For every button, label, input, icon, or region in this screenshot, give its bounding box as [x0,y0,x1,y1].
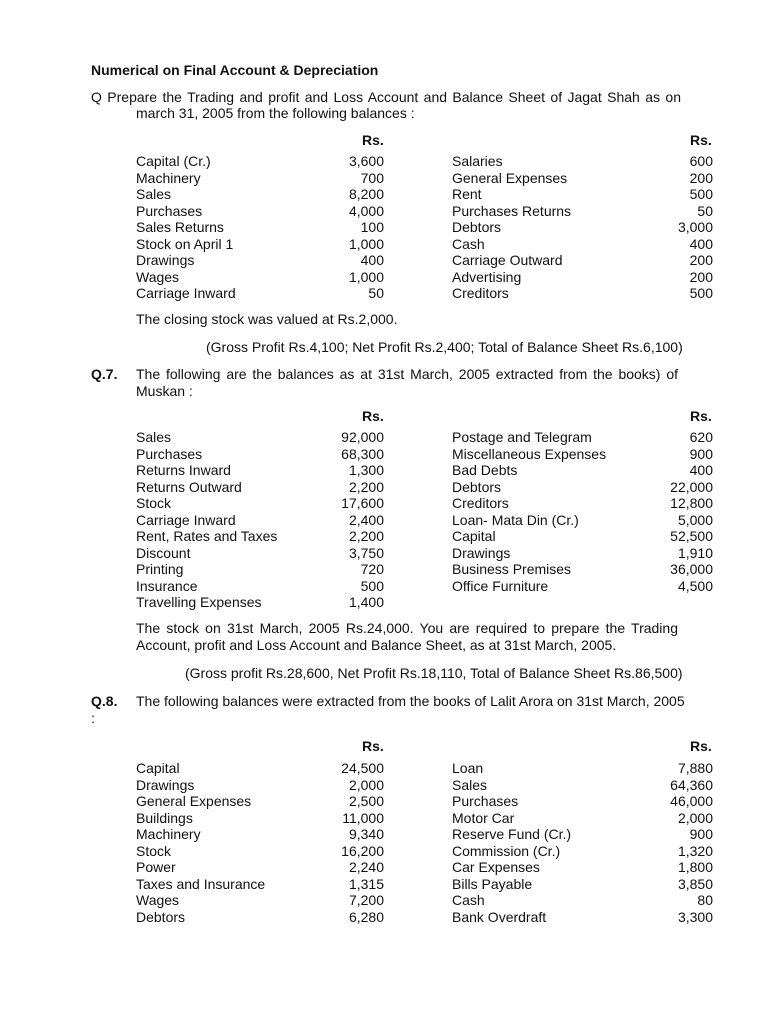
account-amount: 400 [689,462,713,478]
account-amount: 64,360 [670,776,713,793]
account-amount: 400 [360,252,384,268]
account-amount: 200 [689,252,713,268]
table-row [136,252,713,269]
account-name: Car Expenses [452,859,540,875]
account-name: Loan- Mata Din (Cr.) [452,511,579,528]
account-name: Wages [136,268,180,285]
account-amount: 92,000 [341,429,384,445]
rs-header-right: Rs. [690,408,712,424]
account-name: Power [136,859,176,875]
table-row [136,269,713,286]
account-amount: 1,000 [348,235,384,252]
account-amount: 1,800 [677,859,713,875]
account-amount: 36,000 [670,561,713,577]
rs-header-left: Rs. [362,132,384,148]
account-amount: 3,600 [348,153,384,169]
question-number: Q.8. [91,693,118,709]
account-amount: 4,000 [348,202,384,219]
account-amount: 1,000 [348,268,384,285]
table-row [136,826,713,843]
account-name: Purchases Returns [452,202,572,219]
table-row [136,203,713,220]
account-amount: 900 [689,826,713,842]
account-amount: 2,000 [348,776,384,793]
table-row [136,429,713,446]
account-name: Rent [452,186,482,202]
account-amount: 16,200 [341,842,384,859]
account-name: Purchases [452,793,519,809]
account-amount: 80 [697,892,713,908]
account-name: Reserve Fund (Cr.) [452,826,572,842]
account-amount: 7,200 [348,892,384,908]
account-amount: 600 [689,153,713,169]
account-amount: 200 [689,268,713,285]
account-name: Wages [136,892,180,908]
account-amount: 12,800 [670,495,713,511]
table-row [136,545,713,562]
account-amount: 2,200 [348,478,384,495]
table-row [136,285,713,302]
account-name: Purchases [136,445,203,462]
account-name: Carriage Outward [452,252,563,268]
account-name: Machinery [136,826,201,842]
account-name: Bank Overdraft [452,908,547,925]
account-amount: 1,400 [348,594,384,610]
account-name: Stock [136,495,172,511]
account-name: Insurance [136,577,198,594]
account-amount: 3,000 [677,219,713,235]
balances-table [136,429,713,611]
account-name: Bills Payable [452,875,533,892]
table-row [136,186,713,203]
account-amount: 100 [360,219,384,235]
table-row [136,446,713,463]
question-1-text-line1: Q Prepare the Trading and profit and Loss Account and Balance Sheet of Jagat Shah as on [91,89,681,105]
account-amount: 6,280 [348,908,384,925]
rs-header-left: Rs. [362,408,384,424]
account-amount: 900 [689,445,713,462]
account-name: Debtors [136,908,186,925]
account-name: Discount [136,544,191,561]
account-amount: 1,315 [348,875,384,892]
account-name: Travelling Expenses [136,594,262,610]
stock-note: The stock on 31st March, 2005 Rs.24,000. You are required to prepare the Trading Account, profit and Loss Account and Balance Sheet, as at 31st March, 2005. [136,620,678,653]
table-row [136,760,713,777]
account-amount: 46,000 [670,793,713,809]
account-name: Returns Inward [136,462,231,478]
account-name: Bad Debts [452,462,518,478]
account-amount: 720 [360,561,384,577]
account-name: Business Premises [452,561,572,577]
account-name: Carriage Inward [136,511,236,528]
balances-table [136,153,713,302]
account-amount: 4,500 [677,577,713,594]
account-name: Sales [452,776,488,793]
table-row [136,810,713,827]
table-row [136,528,713,545]
account-name: Drawings [136,252,195,268]
account-name: Cash [452,892,485,908]
answer-note: (Gross Profit Rs.4,100; Net Profit Rs.2,400; Total of Balance Sheet Rs.6,100) [206,339,683,355]
table-row [136,561,713,578]
account-amount: 2,000 [677,809,713,826]
account-name: Motor Car [452,809,515,826]
account-name: Returns Outward [136,478,242,495]
account-amount: 500 [689,285,713,301]
account-name: Printing [136,561,184,577]
question-1-text-line2: march 31, 2005 from the following balances : [136,105,415,121]
account-amount: 3,750 [348,544,384,561]
account-amount: 1,910 [677,544,713,561]
question-8-colon: : [91,710,95,726]
account-name: Debtors [452,219,502,235]
account-amount: 620 [689,429,713,445]
balances-table [136,760,713,925]
account-amount: 2,400 [348,511,384,528]
account-amount: 68,300 [341,445,384,462]
account-name: Stock on April 1 [136,235,234,252]
account-amount: 2,240 [348,859,384,875]
account-name: Advertising [452,268,522,285]
rs-header-right: Rs. [690,132,712,148]
account-name: Sales Returns [136,219,224,235]
account-amount: 500 [689,186,713,202]
answer-note: (Gross profit Rs.28,600, Net Profit Rs.18,110, Total of Balance Sheet Rs.86,500) [185,665,683,681]
account-name: Carriage Inward [136,285,236,301]
account-name: General Expenses [136,793,252,809]
account-name: Sales [136,429,172,445]
account-name: Salaries [452,153,503,169]
account-amount: 700 [360,169,384,186]
account-amount: 2,500 [348,793,384,809]
closing-stock-note: The closing stock was valued at Rs.2,000. [136,311,398,327]
table-row [136,236,713,253]
account-name: Sales [136,186,172,202]
account-name: Loan [452,760,484,776]
account-amount: 50 [368,285,384,301]
account-name: Office Furniture [452,577,549,594]
account-name: Creditors [452,495,509,511]
account-amount: 400 [689,235,713,252]
account-name: Buildings [136,809,193,826]
account-amount: 1,300 [348,462,384,478]
table-row [136,578,713,595]
account-name: Drawings [452,544,511,561]
account-name: Postage and Telegram [452,429,592,445]
account-name: Purchases [136,202,203,219]
table-row [136,153,713,170]
table-row [136,793,713,810]
table-row [136,512,713,529]
account-name: Debtors [452,478,502,495]
account-name: General Expenses [452,169,568,186]
account-amount: 8,200 [348,186,384,202]
account-amount: 3,850 [677,875,713,892]
table-row [136,495,713,512]
account-name: Capital (Cr.) [136,153,211,169]
table-row [136,170,713,187]
table-row [136,219,713,236]
account-amount: 7,880 [677,760,713,776]
account-amount: 500 [360,577,384,594]
account-amount: 52,500 [670,528,713,544]
question-7-text: The following are the balances as at 31st March, 2005 extracted from the books) of Muskan : [136,366,678,399]
account-name: Taxes and Insurance [136,875,266,892]
account-amount: 5,000 [677,511,713,528]
account-name: Commission (Cr.) [452,842,561,859]
account-name: Miscellaneous Expenses [452,445,607,462]
account-name: Creditors [452,285,509,301]
table-row [136,462,713,479]
account-name: Cash [452,235,485,252]
account-name: Capital [452,528,496,544]
table-row [136,843,713,860]
account-amount: 11,000 [342,809,384,826]
account-amount: 9,340 [348,826,384,842]
rs-header-right: Rs. [690,738,712,754]
account-name: Drawings [136,776,195,793]
account-amount: 1,320 [677,842,713,859]
account-name: Machinery [136,169,201,186]
question-number: Q.7. [91,366,118,382]
table-row [136,594,713,611]
account-amount: 50 [697,202,713,219]
account-amount: 24,500 [341,760,384,776]
account-name: Stock [136,842,172,859]
table-row [136,859,713,876]
account-amount: 22,000 [670,478,713,495]
page-title: Numerical on Final Account & Depreciation [91,62,379,78]
rs-header-left: Rs. [362,738,384,754]
account-amount: 3,300 [677,908,713,925]
account-amount: 2,200 [348,528,384,544]
table-row [136,876,713,893]
account-amount: 17,600 [341,495,384,511]
question-8-text: The following balances were extracted from the books of Lalit Arora on 31st March, 2005 [136,693,685,709]
table-row [136,777,713,794]
account-amount: 200 [689,169,713,186]
table-row [136,479,713,496]
table-row [136,892,713,909]
account-name: Rent, Rates and Taxes [136,528,278,544]
account-name: Capital [136,760,180,776]
table-row [136,909,713,926]
